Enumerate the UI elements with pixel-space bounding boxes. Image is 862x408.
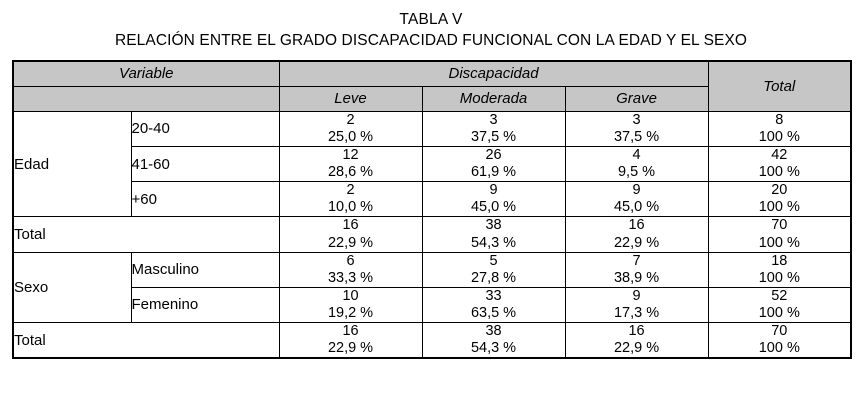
cell-count: 8 [775, 111, 784, 128]
table-row [13, 252, 851, 287]
cell-count: 16 [628, 217, 645, 234]
cell-percent: 10,0 % [327, 199, 374, 216]
cell-edad-41-60-leve [279, 146, 422, 181]
header-variable-spacer [13, 86, 279, 111]
cell-sexo-masculino-grave [565, 252, 708, 287]
cell-count: 3 [489, 111, 498, 128]
cell-count: 16 [342, 217, 359, 234]
cell-percent: 100 % [758, 234, 800, 251]
cell-percent: 37,5 % [613, 128, 660, 145]
cell-sexo-masculino-total [708, 252, 851, 287]
cell-edad-plus60-grave [565, 182, 708, 217]
cell-percent: 100 % [758, 269, 800, 286]
cell-percent: 100 % [758, 128, 800, 145]
cell-percent: 37,5 % [470, 128, 517, 145]
row-label-plus60: +60 [131, 182, 279, 217]
cell-total-sexo-grave [565, 323, 708, 359]
cell-edad-20-40-total [708, 111, 851, 146]
cell-percent: 100 % [758, 304, 800, 321]
cell-percent: 54,3 % [470, 340, 517, 357]
cell-count: 3 [632, 111, 641, 128]
cell-total-edad-total [708, 217, 851, 252]
cell-edad-plus60-leve [279, 182, 422, 217]
cell-percent: 19,2 % [327, 304, 374, 321]
group-label-edad: Edad [13, 111, 131, 217]
cell-percent: 38,9 % [613, 269, 660, 286]
cell-count: 33 [485, 287, 502, 304]
cell-percent: 22,9 % [613, 340, 660, 357]
cell-edad-20-40-leve [279, 111, 422, 146]
cell-count: 10 [342, 287, 359, 304]
total-label-sexo: Total [13, 323, 279, 359]
table-number: TABLA V [399, 11, 463, 28]
cell-sexo-masculino-moderada [422, 252, 565, 287]
cell-percent: 22,9 % [613, 234, 660, 251]
cell-percent: 100 % [758, 199, 800, 216]
cell-total-sexo-moderada [422, 323, 565, 359]
cell-count: 20 [771, 182, 788, 199]
cell-count: 52 [771, 287, 788, 304]
table-row [13, 182, 851, 217]
header-total: Total [708, 61, 851, 112]
cell-percent: 45,0 % [613, 199, 660, 216]
header-row-1 [13, 61, 851, 87]
cell-count: 9 [489, 182, 498, 199]
cell-count: 38 [485, 217, 502, 234]
header-variable: Variable [13, 61, 279, 87]
cell-sexo-femenino-total [708, 287, 851, 322]
cell-percent: 17,3 % [613, 304, 660, 321]
row-label-20-40: 20-40 [131, 111, 279, 146]
cell-count: 2 [346, 111, 355, 128]
cell-percent: 54,3 % [470, 234, 517, 251]
table-row [13, 146, 851, 181]
cell-sexo-femenino-leve [279, 287, 422, 322]
cell-edad-20-40-grave [565, 111, 708, 146]
cell-sexo-masculino-leve [279, 252, 422, 287]
group-label-sexo: Sexo [13, 252, 131, 322]
cell-sexo-femenino-moderada [422, 287, 565, 322]
header-level-moderada: Moderada [422, 86, 565, 111]
header-level-grave: Grave [565, 86, 708, 111]
cell-percent: 28,6 % [327, 164, 374, 181]
table-title: RELACIÓN ENTRE EL GRADO DISCAPACIDAD FUNCIONAL CON LA EDAD Y EL SEXO [114, 32, 748, 50]
cell-count: 9 [632, 182, 641, 199]
cell-total-edad-leve [279, 217, 422, 252]
data-table [12, 60, 852, 360]
header-discapacidad: Discapacidad [279, 61, 708, 87]
total-label-edad: Total [13, 217, 279, 252]
cell-percent: 27,8 % [470, 269, 517, 286]
cell-count: 18 [771, 252, 788, 269]
cell-total-edad-grave [565, 217, 708, 252]
cell-edad-plus60-total [708, 182, 851, 217]
cell-total-edad-moderada [422, 217, 565, 252]
cell-count: 70 [771, 217, 788, 234]
row-label-femenino: Femenino [131, 287, 279, 322]
cell-edad-20-40-moderada [422, 111, 565, 146]
table-row [13, 111, 851, 146]
row-label-masculino: Masculino [131, 252, 279, 287]
cell-count: 6 [346, 252, 355, 269]
cell-percent: 22,9 % [327, 340, 374, 357]
cell-total-sexo-leve [279, 323, 422, 359]
table-row [13, 287, 851, 322]
table-row-total-sexo [13, 323, 851, 359]
cell-count: 16 [342, 323, 359, 340]
cell-percent: 9,5 % [617, 164, 656, 181]
header-level-leve: Leve [279, 86, 422, 111]
cell-count: 38 [485, 323, 502, 340]
table-row-total-edad [13, 217, 851, 252]
cell-sexo-femenino-grave [565, 287, 708, 322]
table-caption [12, 10, 850, 51]
cell-count: 7 [632, 252, 641, 269]
cell-count: 26 [485, 146, 502, 163]
row-label-41-60: 41-60 [131, 146, 279, 181]
cell-percent: 100 % [758, 164, 800, 181]
cell-percent: 61,9 % [470, 164, 517, 181]
cell-edad-41-60-grave [565, 146, 708, 181]
cell-total-sexo-total [708, 323, 851, 359]
cell-percent: 22,9 % [327, 234, 374, 251]
cell-edad-41-60-moderada [422, 146, 565, 181]
cell-count: 16 [628, 323, 645, 340]
cell-edad-plus60-moderada [422, 182, 565, 217]
cell-percent: 25,0 % [327, 128, 374, 145]
cell-count: 42 [771, 146, 788, 163]
cell-percent: 63,5 % [470, 304, 517, 321]
cell-count: 2 [346, 182, 355, 199]
cell-count: 5 [489, 252, 498, 269]
cell-percent: 33,3 % [327, 269, 374, 286]
cell-count: 70 [771, 323, 788, 340]
cell-percent: 100 % [758, 340, 800, 357]
cell-count: 4 [632, 146, 641, 163]
cell-edad-41-60-total [708, 146, 851, 181]
cell-percent: 45,0 % [470, 199, 517, 216]
cell-count: 9 [632, 287, 641, 304]
cell-count: 12 [342, 146, 359, 163]
